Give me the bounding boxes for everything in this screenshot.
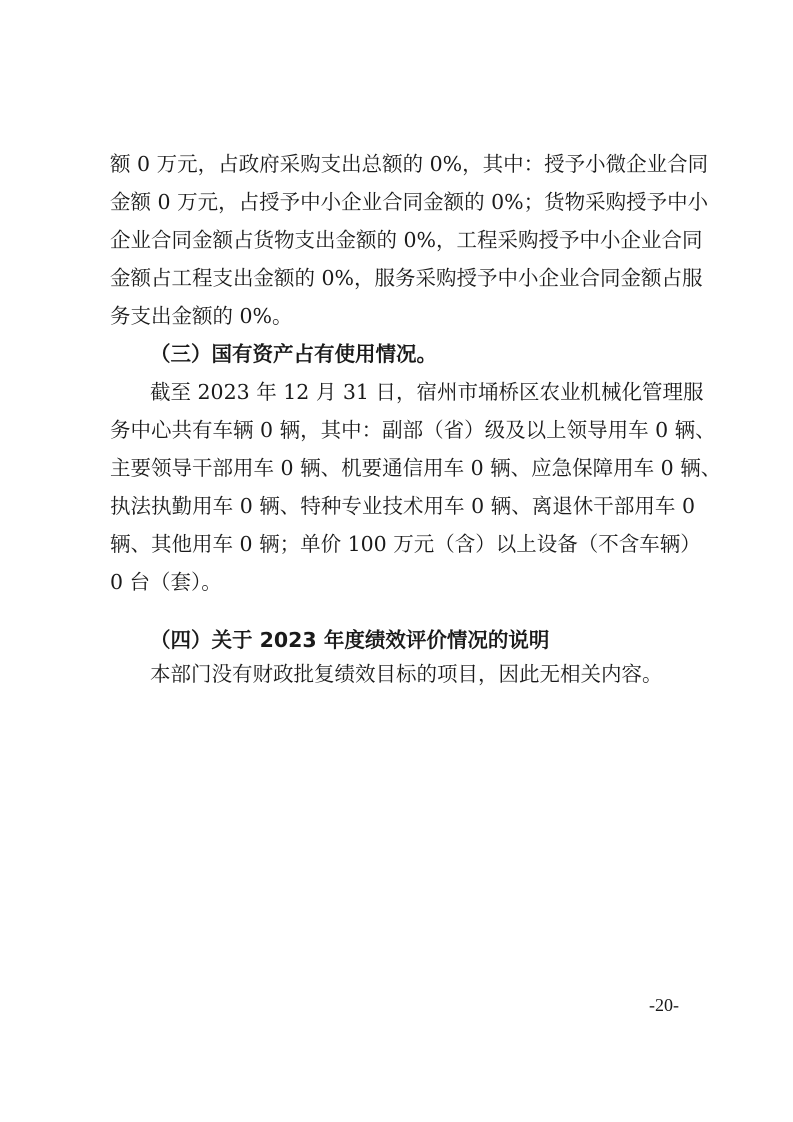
paragraph-line: 主要领导干部用车 0 辆、机要通信用车 0 辆、应急保障用车 0 辆、 — [110, 456, 722, 480]
paragraph-line: 0 台（套）。 — [110, 570, 222, 594]
section-heading: （四）关于 2023 年度绩效评价情况的说明 — [150, 628, 550, 652]
paragraph-line: 执法执勤用车 0 辆、特种专业技术用车 0 辆、离退休干部用车 0 — [110, 494, 695, 518]
paragraph-line: 金额占工程支出金额的 0%，服务采购授予中小企业合同金额占服 — [110, 266, 703, 290]
paragraph-line: 务支出金额的 0%。 — [110, 304, 293, 328]
page-number: -20- — [649, 995, 679, 1015]
paragraph-line: 企业合同金额占货物支出金额的 0%，工程采购授予中小企业合同 — [110, 228, 703, 252]
paragraph-line: 本部门没有财政批复绩效目标的项目，因此无相关内容。 — [150, 662, 663, 686]
paragraph-line: 截至 2023 年 12 月 31 日，宿州市埇桥区农业机械化管理服 — [150, 380, 704, 404]
paragraph-line: 务中心共有车辆 0 辆，其中：副部（省）级及以上领导用车 0 辆、 — [110, 418, 716, 442]
paragraph-line: 辆、其他用车 0 辆；单价 100 万元（含）以上设备（不含车辆） — [110, 532, 701, 556]
paragraph-line: 额 0 万元，占政府采购支出总额的 0%，其中：授予小微企业合同 — [110, 152, 709, 176]
section-heading: （三）国有资产占有使用情况。 — [150, 342, 437, 366]
paragraph-line: 金额 0 万元，占授予中小企业合同金额的 0%；货物采购授予中小 — [110, 190, 709, 214]
